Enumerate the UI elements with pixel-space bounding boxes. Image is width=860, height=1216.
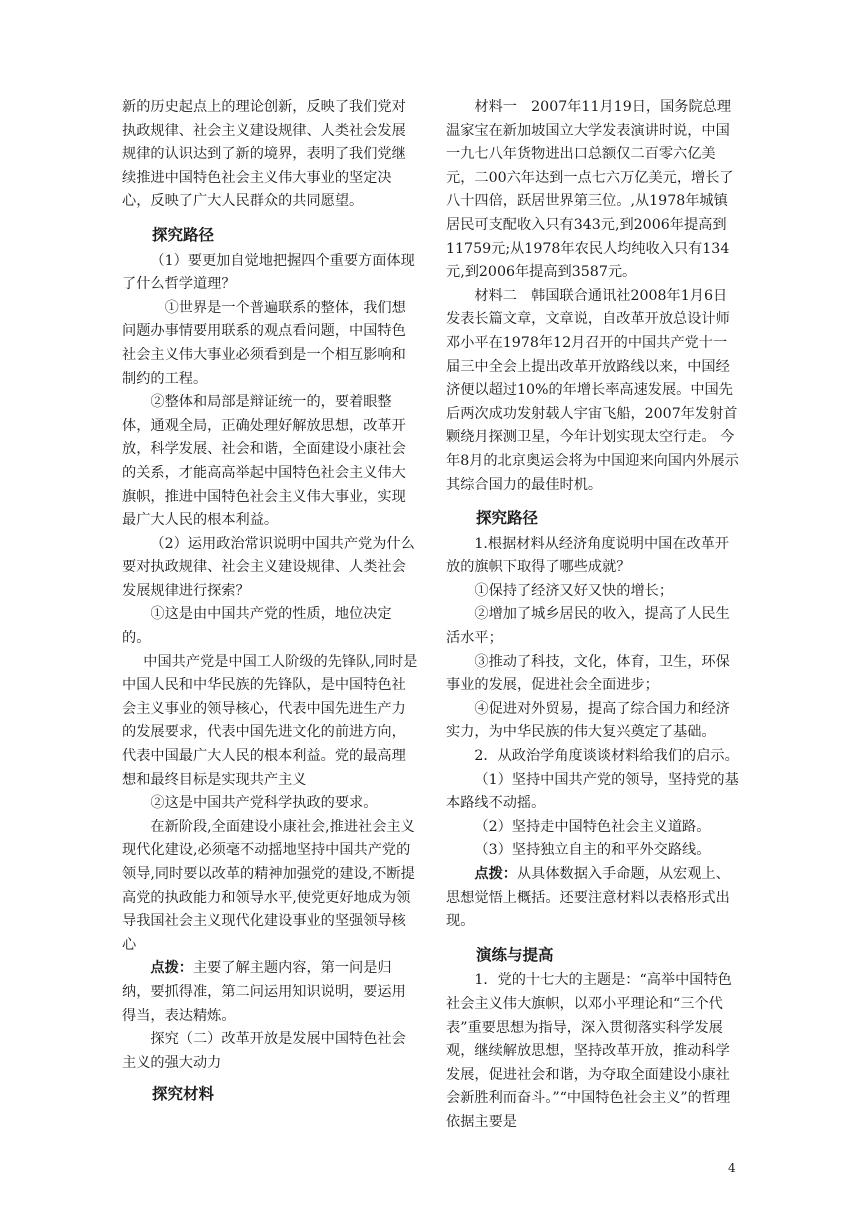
page-number: 4 [728,1161,736,1175]
answer: ①保持了经济又好又快的增长； [474,582,674,599]
tip-paragraph [446,863,740,934]
section-heading: 演练与提高 [476,945,554,964]
answer: （3）坚持独立自主的和平外交路线。 [474,842,711,859]
answer-detail: 在新阶段,全面建设小康社会,推进社会主义现代化建设,必须毫不动摇地坚持中国共产党的领导,同时要以改革的精神加强党的建设,不断提高党的执政能力和领导水平,使党更好地成为领导我国社会主义现代化建设事业的坚强领导核心 [122,818,415,953]
section-heading: 探究路径 [476,509,539,528]
answer: ②增加了城乡居民的收入，提高了人民生活水平； [446,606,730,647]
answer: ④促进对外贸易，提高了综合国力和经济实力，为中华民族的伟大复兴奠定了基础。 [446,700,730,741]
tip-paragraph [122,957,418,1028]
material-paragraph: 材料一 2007年11月19日，国务院总理温家宝在新加坡国立大学发表演讲时说，中国一九七八年货物进出口总额仅二百零六亿美元，二00六年达到一点七六万亿美元，增长了八十四倍，跃居世界第三位。,从1978年城镇居民可支配收入只有343元,到2006年提高到11759元;从1978年农民人均纯收入只有134元,到2006年提高到3587元。 [446,99,734,281]
question: 1.根据材料从经济角度说明中国在改革开放的旗帜下取得了哪些成就？ [446,535,730,576]
paragraph: 探究（二）改革开放是发展中国特色社会主义的强大动力 [122,1031,406,1071]
paragraph: 新的历史起点上的理论创新，反映了我们党对执政规律、社会主义建设规律、人类社会发展规律的认识达到了新的境界，表明了我们党继续推进中国特色社会主义伟大事业的坚定决心，反映了广大人民群众的共同愿望。 [122,99,406,210]
answer: ②这是中国共产党科学执政的要求。 [150,795,378,812]
answer: （2）坚持走中国特色社会主义道路。 [474,818,711,835]
right-column [446,96,740,1135]
answer: （1）坚持中国共产党的领导，坚持党的基本路线不动摇。 [446,771,739,812]
question: 2．从政治学角度谈谈材料给我们的启示。 [474,748,739,765]
material-paragraph: 材料二 韩国联合通讯社2008年1月6日发表长篇文章，文章说，自改革开放总设计师邓小平在1978年12月召开的中国共产党十一届三中全会上提出改革开放路线以来，中国经济便以超过10%的年增长率高速发展。中国先后两次成功发射载人宇宙飞船，2007年发射首颗绕月探测卫星，今年计划实现太空行走。 今年8月的北京奥运会将为中国迎来向国内外展示其综合国力的最佳时机。 [446,287,739,493]
answer: ②整体和局部是辩证统一的，要着眼整体，通观全局，正确处理好解放思想，改革开放，科学发展、社会和谐，全面建设小康社会的关系，才能高高举起中国特色社会主义伟大旗帜，推进中国特色社会主义伟大事业，实现最广大人民的根本利益。 [122,394,406,529]
section-heading: 探究路径 [152,225,215,244]
question: （2）运用政治常识说明中国共产党为什么要对执政规律、社会主义建设规律、人类社会发展规律进行探索？ [122,535,415,599]
answer: ③推动了科技，文化，体育，卫生，环保事业的发展，促进社会全面进步； [446,653,730,694]
tip-text: 从具体数据入手命题，从宏观上、思想觉悟上概括。还要注意材料以表格形式出现。 [446,866,730,930]
tip-label: 点拨： [474,866,517,882]
answer: ①这是由中国共产党的性质，地位决定的。 [122,606,392,647]
section-heading: 探究材料 [152,1085,215,1104]
tip-text: 主要了解主题内容，第一问是归纳，要抓得准，第二问运用知识说明，要运用得当，表达精炼。 [122,960,406,1024]
answer: ①世界是一个普遍联系的整体，我们想问题办事情要用联系的观点看问题，中国特色社会主义伟大事业必须看到是一个相互影响和制约的工程。 [122,299,406,387]
exercise-paragraph: 1．党的十七大的主题是：“高举中国特色社会主义伟大旗帜，以邓小平理论和“三个代表”重要思想为指导，深入贯彻落实科学发展观，继续解放思想，坚持改革开放，推动科学发展，促进社会和谐，为夺取全面建设小康社会新胜利而奋斗。”“中国特色社会主义”的哲理依据主要是 [446,972,732,1130]
question: （1）要更加自觉地把握四个重要方面体现了什么哲学道理？ [122,252,415,293]
left-column [122,96,418,1109]
answer-detail: 中国共产党是中国工人阶级的先锋队,同时是中国人民和中华民族的先锋队，是中国特色社会主义事业的领导核心，代表中国先进生产力的发展要求，代表中国先进文化的前进方向，代表中国最广大人民的根本利益。党的最高理想和最终目标是实现共产主义 [122,653,418,788]
tip-label: 点拨： [150,960,193,977]
